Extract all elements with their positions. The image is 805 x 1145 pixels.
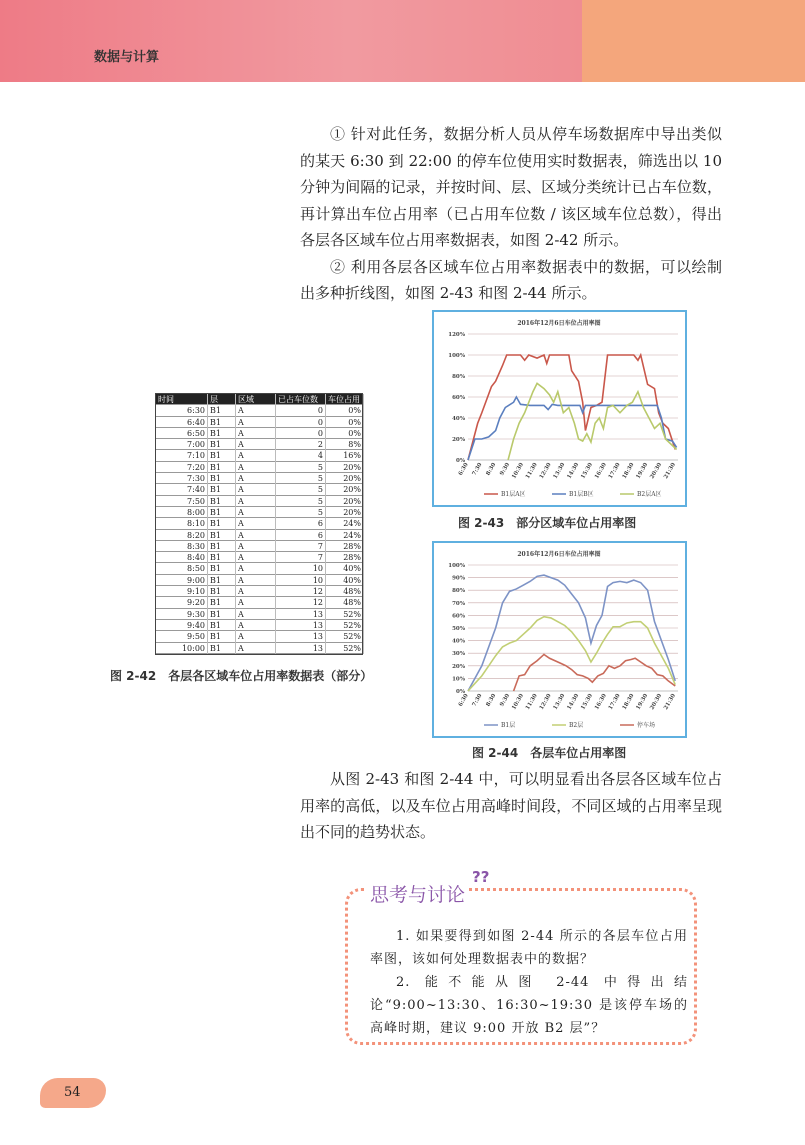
y-tick-label: 30% (452, 651, 465, 658)
x-tick-label: 8:30 (485, 462, 498, 477)
table-cell: B1 (208, 462, 236, 473)
table-cell: B1 (208, 563, 236, 574)
table-row (156, 439, 362, 450)
table-cell: A (236, 609, 276, 620)
x-tick-label: 21:30 (663, 693, 677, 712)
x-tick-label: 10:30 (511, 693, 525, 712)
table-cell: 52% (326, 643, 364, 654)
table-cell: 9:50 (156, 631, 208, 642)
table-cell: B1 (208, 496, 236, 507)
table-cell: 9:20 (156, 597, 208, 608)
table-cell: B1 (208, 518, 236, 529)
x-tick-label: 12:30 (538, 462, 553, 481)
table-cell: 8% (326, 439, 364, 450)
table-cell: A (236, 473, 276, 484)
table-cell: 10 (276, 575, 326, 586)
column-header: 车位占用率 (326, 394, 364, 417)
x-tick-label: 8:30 (485, 693, 498, 708)
table-cell: B1 (208, 530, 236, 541)
table-row (156, 405, 362, 416)
legend-label: 停车场 (637, 722, 656, 729)
paragraph-1: ① 针对此任务，数据分析人员从停车场数据库中导出类似的某天 6:30 到 22:00 的停车位使用实时数据表，筛选出以 10 分钟为间隔的记录，并按时间、层、区域分类统计已占车位数，再计算出车位占用率（已占用车位数 / 该区域车位总数），得出各层各区域车位占用率数据表，如图 2-42 所示。 (300, 125, 722, 249)
table-cell: 7 (276, 541, 326, 552)
table-cell: 16% (326, 450, 364, 461)
table-cell: 8:50 (156, 563, 208, 574)
table-row (156, 586, 362, 597)
table-cell: 5 (276, 484, 326, 495)
x-tick-label: 11:30 (524, 693, 539, 712)
table-cell: A (236, 530, 276, 541)
table-cell: B1 (208, 586, 236, 597)
legend-label: B2层A区 (637, 491, 662, 498)
table-cell: 13 (276, 609, 326, 620)
x-tick-label: 10:30 (511, 462, 525, 481)
table-cell: 24% (326, 518, 364, 529)
y-tick-label: 0% (455, 689, 465, 695)
table-cell: B1 (208, 575, 236, 586)
table-cell: 48% (326, 597, 364, 608)
table-cell: B1 (208, 643, 236, 654)
table-cell: 7:40 (156, 484, 208, 495)
table-cell: A (236, 518, 276, 529)
x-tick-label: 20:30 (649, 462, 664, 481)
paragraph-3: 从图 2-43 和图 2-44 中，可以明显看出各层各区域车位占用率的高低，以及车位占用高峰时间段，不同区域的占用率呈现出不同的趋势状态。 (300, 770, 722, 841)
table-cell: 48% (326, 586, 364, 597)
table-cell: 8:10 (156, 518, 208, 529)
table-cell: 10 (276, 563, 326, 574)
y-tick-label: 20% (452, 663, 465, 670)
table-cell: 0 (276, 428, 326, 439)
y-tick-label: 20% (452, 437, 465, 443)
table-cell: B1 (208, 439, 236, 450)
x-tick-label: 9:30 (499, 693, 512, 708)
paragraph-2: ② 利用各层各区域车位占用率数据表中的数据，可以绘制出多种折线图，如图 2-43 和图 2-44 所示。 (300, 257, 722, 302)
legend-label: B1层 (501, 722, 516, 729)
table-cell: A (236, 563, 276, 574)
table-cell: 20% (326, 507, 364, 518)
table-cell: B1 (208, 552, 236, 563)
table-row (156, 496, 362, 507)
table-cell: 52% (326, 631, 364, 642)
table-cell: B1 (208, 620, 236, 631)
table-cell: A (236, 507, 276, 518)
x-tick-label: 18:30 (621, 693, 636, 712)
table-cell: A (236, 484, 276, 495)
legend-label: B1层A区 (501, 491, 526, 498)
table-cell: 5 (276, 507, 326, 518)
table-cell: 10:00 (156, 643, 208, 654)
x-tick-label: 15:30 (580, 693, 595, 712)
table-cell: A (236, 597, 276, 608)
y-tick-label: 40% (452, 416, 465, 422)
y-tick-label: 60% (452, 395, 465, 401)
question-2: 2. 能不能从图 2-44 中得出结论“9:00~13:30、16:30~19:30 是该停车场的高峰时期，建议 9:00 开放 B2 层”？ (370, 975, 688, 1036)
table-row (156, 620, 362, 631)
y-tick-label: 100% (448, 353, 465, 359)
table-cell: 5 (276, 496, 326, 507)
legend-label: B1层B区 (569, 491, 594, 498)
table-cell: A (236, 552, 276, 563)
column-header: 区域 (236, 394, 276, 417)
table-cell: 0% (326, 405, 364, 416)
x-tick-label: 19:30 (635, 693, 650, 712)
table-row (156, 450, 362, 461)
table-cell: B1 (208, 609, 236, 620)
table-cell: A (236, 405, 276, 416)
column-header: 已占车位数 (276, 394, 326, 417)
table-cell: B1 (208, 473, 236, 484)
page-number: 54 (40, 1078, 106, 1108)
table-cell: A (236, 620, 276, 631)
table-cell: A (236, 439, 276, 450)
table-cell: A (236, 417, 276, 428)
table-cell: A (236, 643, 276, 654)
x-tick-label: 12:30 (538, 693, 553, 712)
table-cell: 8:40 (156, 552, 208, 563)
table-cell: 7:00 (156, 439, 208, 450)
series-line-B1层B区 (468, 397, 677, 460)
body-paragraphs (300, 121, 722, 307)
table-cell: 9:30 (156, 609, 208, 620)
table-row (156, 417, 362, 428)
table-row (156, 428, 362, 439)
series-line-B2层A区 (508, 383, 677, 460)
table-cell: A (236, 631, 276, 642)
table-cell: B1 (208, 405, 236, 416)
x-tick-label: 7:30 (471, 693, 484, 708)
discussion-body (370, 925, 688, 1040)
section-title: 数据与计算 (94, 50, 160, 65)
table-cell: 20% (326, 496, 364, 507)
table-cell: B1 (208, 631, 236, 642)
x-tick-label: 13:30 (552, 462, 567, 481)
x-tick-label: 11:30 (524, 462, 539, 481)
y-tick-label: 10% (452, 676, 465, 683)
x-tick-label: 14:30 (566, 693, 581, 712)
x-tick-label: 19:30 (635, 462, 650, 481)
table-cell: 4 (276, 450, 326, 461)
table-cell: 52% (326, 609, 364, 620)
parking-data-table (155, 393, 363, 655)
x-tick-label: 13:30 (552, 693, 567, 712)
table-cell: 52% (326, 620, 364, 631)
table-cell: 8:30 (156, 541, 208, 552)
table-row (156, 507, 362, 518)
table-row (156, 643, 362, 654)
table-cell: 40% (326, 575, 364, 586)
table-cell: B1 (208, 428, 236, 439)
table-cell: 5 (276, 473, 326, 484)
x-tick-label: 14:30 (566, 462, 581, 481)
table-cell: A (236, 541, 276, 552)
table-row (156, 552, 362, 563)
x-tick-label: 15:30 (580, 462, 595, 481)
table-cell: 6:40 (156, 417, 208, 428)
table-cell: 6:30 (156, 405, 208, 416)
header-accent (582, 0, 805, 82)
y-tick-label: 120% (448, 332, 465, 338)
table-cell: 7:30 (156, 473, 208, 484)
table-row (156, 484, 362, 495)
table-cell: B1 (208, 450, 236, 461)
table-row (156, 575, 362, 586)
table-cell: 0 (276, 405, 326, 416)
y-tick-label: 100% (448, 563, 465, 569)
table-row (156, 541, 362, 552)
chart-caption-2-44: 图 2-44 各层车位占用率图 (472, 746, 627, 760)
table-row (156, 462, 362, 473)
table-cell: 20% (326, 484, 364, 495)
table-cell: 12 (276, 597, 326, 608)
chart-fig-2-44 (432, 541, 687, 738)
table-cell: 2 (276, 439, 326, 450)
table-cell: 13 (276, 643, 326, 654)
table-cell: B1 (208, 597, 236, 608)
x-tick-label: 7:30 (471, 462, 484, 477)
table-row (156, 597, 362, 608)
table-cell: A (236, 428, 276, 439)
table-cell: B1 (208, 541, 236, 552)
table-row (156, 563, 362, 574)
table-cell: B1 (208, 484, 236, 495)
table-cell: B1 (208, 507, 236, 518)
table-cell: 5 (276, 462, 326, 473)
x-tick-label: 21:30 (663, 462, 677, 481)
x-tick-label: 6:30 (457, 462, 470, 477)
table-cell: 7 (276, 552, 326, 563)
chart-title: 2016年12月6日车位占用率图 (517, 551, 601, 558)
table-cell: 20% (326, 473, 364, 484)
table-row (156, 609, 362, 620)
table-cell: 7:20 (156, 462, 208, 473)
x-tick-label: 16:30 (594, 462, 608, 481)
y-tick-label: 40% (452, 638, 465, 645)
x-tick-label: 20:30 (649, 693, 664, 712)
table-cell: 24% (326, 530, 364, 541)
y-tick-label: 90% (452, 575, 465, 582)
table-row (156, 473, 362, 484)
table-cell: 7:50 (156, 496, 208, 507)
table-cell: 20% (326, 462, 364, 473)
table-cell: 6 (276, 518, 326, 529)
table-row (156, 631, 362, 642)
table-cell: 6 (276, 530, 326, 541)
table-cell: A (236, 575, 276, 586)
y-tick-label: 80% (452, 588, 465, 595)
y-tick-label: 80% (452, 374, 465, 380)
legend-label: B2层 (569, 722, 584, 729)
table-cell: 7:10 (156, 450, 208, 461)
x-tick-label: 18:30 (621, 462, 636, 481)
table-cell: 6:50 (156, 428, 208, 439)
chart-title: 2016年12月6日车位占用率图 (517, 320, 601, 327)
y-tick-label: 70% (452, 600, 465, 607)
y-tick-label: 0% (455, 458, 465, 464)
table-caption: 图 2-42 各层各区域车位占用率数据表（部分） (110, 669, 373, 683)
table-cell: 28% (326, 552, 364, 563)
table-cell: 13 (276, 620, 326, 631)
column-header: 层 (208, 394, 236, 417)
chart-fig-2-43 (432, 310, 687, 507)
table-cell: 9:00 (156, 575, 208, 586)
table-cell: 8:00 (156, 507, 208, 518)
chart-caption-2-43: 图 2-43 部分区域车位占用率图 (458, 516, 637, 530)
table-cell: 0% (326, 417, 364, 428)
x-tick-label: 9:30 (499, 462, 512, 477)
table-cell: 28% (326, 541, 364, 552)
x-tick-label: 17:30 (607, 693, 622, 712)
table-cell: 8:20 (156, 530, 208, 541)
x-tick-label: 6:30 (457, 693, 470, 708)
table-row (156, 518, 362, 529)
discussion-title: 思考与讨论 (366, 880, 469, 907)
conclusion-paragraph (300, 766, 722, 846)
column-header: 时间 (156, 394, 208, 417)
table-cell: B1 (208, 417, 236, 428)
question-1: 1. 如果要得到如图 2-44 所示的各层车位占用率图，该如何处理数据表中的数据？ (370, 929, 688, 967)
table-cell: 9:10 (156, 586, 208, 597)
series-line-停车场 (514, 654, 676, 691)
y-tick-label: 50% (452, 626, 465, 632)
table-cell: A (236, 496, 276, 507)
table-cell: A (236, 450, 276, 461)
table-cell: 13 (276, 631, 326, 642)
table-cell: A (236, 586, 276, 597)
x-tick-label: 16:30 (594, 693, 608, 712)
table-cell: A (236, 462, 276, 473)
question-marks-icon: ?? (472, 868, 490, 886)
table-cell: 9:40 (156, 620, 208, 631)
table-cell: 0% (326, 428, 364, 439)
header-banner (0, 0, 582, 82)
y-tick-label: 60% (452, 613, 465, 620)
table-cell: 40% (326, 563, 364, 574)
table-cell: 12 (276, 586, 326, 597)
table-cell: 0 (276, 417, 326, 428)
table-row (156, 530, 362, 541)
x-tick-label: 17:30 (607, 462, 622, 481)
